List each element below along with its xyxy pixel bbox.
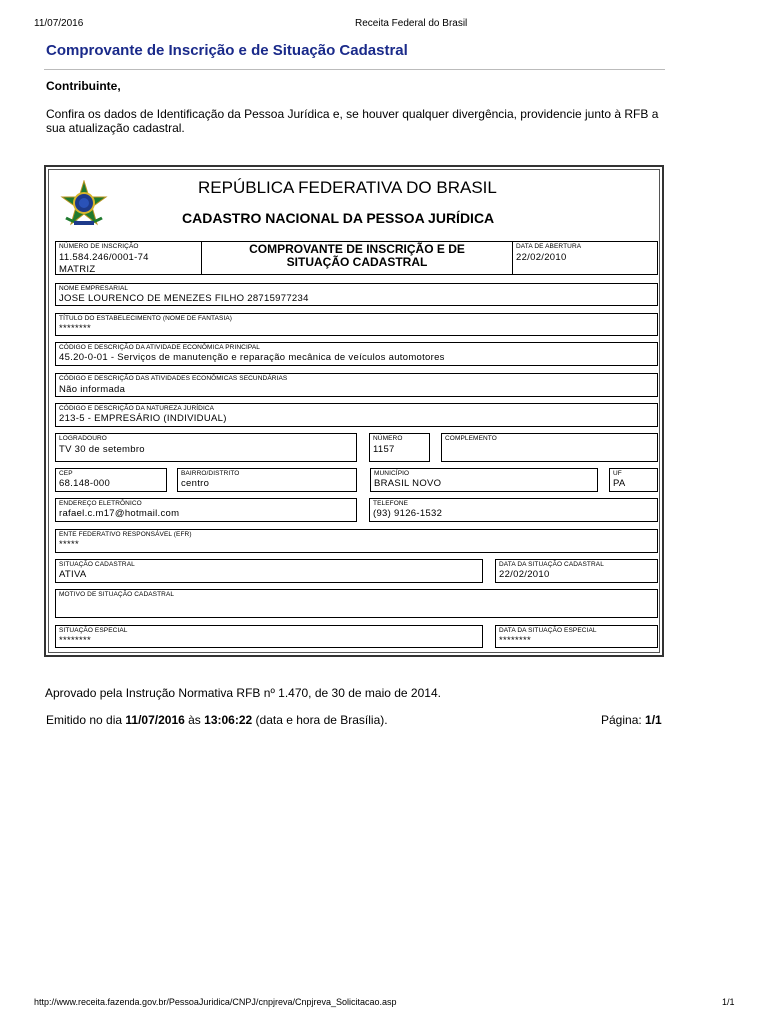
field-value: 22/02/2010 [516, 252, 567, 263]
field-value: 11.584.246/0001-74 [59, 252, 149, 263]
field-efr [55, 529, 658, 553]
print-date: 11/07/2016 [34, 18, 84, 29]
emission-suffix: (data e hora de Brasília). [252, 713, 388, 727]
field-cep [55, 468, 167, 492]
field-label: MOTIVO DE SITUAÇÃO CADASTRAL [59, 591, 175, 598]
field-atividades-secundarias [55, 373, 658, 397]
field-label: TELEFONE [373, 500, 409, 507]
document-title-box [201, 241, 513, 275]
field-label: DATA DA SITUAÇÃO ESPECIAL [499, 627, 597, 634]
field-atividade-principal [55, 342, 658, 366]
field-value: JOSE LOURENCO DE MENEZES FILHO 28715977234 [59, 293, 309, 304]
field-value: BRASIL NOVO [374, 478, 442, 489]
field-value: PA [613, 478, 626, 489]
field-label: CEP [59, 470, 73, 477]
field-value: ATIVA [59, 569, 87, 580]
intro-paragraph: Confira os dados de Identificação da Pessoa Jurídica e, se houver qualquer divergência, providencie junto à RFB a sua atualização cadastral. [46, 107, 659, 135]
approval-note: Aprovado pela Instrução Normativa RFB nº 1.470, de 30 de maio de 2014. [45, 686, 441, 700]
certificate-registry-heading: CADASTRO NACIONAL DA PESSOA JURÍDICA [182, 210, 495, 226]
field-label: SITUAÇÃO CADASTRAL [59, 561, 135, 568]
field-label: COMPLEMENTO [445, 435, 497, 442]
emission-time: 13:06:22 [204, 713, 253, 727]
field-nome-empresarial [55, 283, 658, 306]
field-natureza-juridica [55, 403, 658, 427]
page-value: 1/1 [645, 713, 662, 727]
print-page-title: Receita Federal do Brasil [355, 18, 468, 29]
title-divider [44, 69, 665, 70]
emission-mid: às [184, 713, 205, 727]
field-value: Não informada [59, 384, 126, 395]
certificate-republic-heading: REPÚBLICA FEDERATIVA DO BRASIL [198, 178, 497, 197]
field-value-matriz: MATRIZ [59, 264, 96, 275]
greeting: Contribuinte, [46, 79, 121, 93]
field-label: CÓDIGO E DESCRIÇÃO DA ATIVIDADE ECONÔMICA PRINCIPAL [59, 344, 260, 351]
field-complemento [441, 433, 658, 462]
field-label: DATA DE ABERTURA [516, 243, 582, 250]
field-label: NÚMERO [373, 435, 403, 442]
brazil-coat-of-arms-icon [60, 180, 108, 228]
field-value: ******** [59, 635, 91, 646]
field-telefone [369, 498, 658, 522]
field-label: NÚMERO DE INSCRIÇÃO [59, 243, 139, 250]
field-label: BAIRRO/DISTRITO [181, 470, 240, 477]
emission-date: 11/07/2016 [125, 713, 185, 727]
emission-note [46, 713, 388, 727]
field-label: ENDEREÇO ELETRÔNICO [59, 500, 142, 507]
field-label: CÓDIGO E DESCRIÇÃO DAS ATIVIDADES ECONÔMICAS SECUNDÁRIAS [59, 375, 288, 382]
field-value: ******** [59, 323, 91, 334]
field-data-situacao [495, 559, 658, 583]
field-value: 1157 [373, 444, 395, 455]
field-label: LOGRADOURO [59, 435, 107, 442]
emission-prefix: Emitido no dia [46, 713, 126, 727]
field-value: (93) 9126-1532 [373, 508, 443, 519]
field-value: TV 30 de setembro [59, 444, 145, 455]
field-email [55, 498, 357, 522]
field-municipio [370, 468, 598, 492]
page-number [601, 713, 662, 727]
field-label: ENTE FEDERATIVO RESPONSÁVEL (EFR) [59, 531, 192, 538]
field-label: DATA DA SITUAÇÃO CADASTRAL [499, 561, 604, 568]
field-value: 68.148-000 [59, 478, 111, 489]
document-title-line2: SITUAÇÃO CADASTRAL [286, 255, 428, 269]
field-bairro [177, 468, 357, 492]
field-value: 22/02/2010 [499, 569, 550, 580]
field-value: 213-5 - EMPRESÁRIO (INDIVIDUAL) [59, 413, 227, 424]
field-label: SITUAÇÃO ESPECIAL [59, 627, 128, 634]
field-uf [609, 468, 658, 492]
field-situacao-cadastral [55, 559, 483, 583]
field-value: centro [181, 478, 210, 489]
field-data-abertura [512, 241, 658, 275]
print-page-count: 1/1 [722, 997, 735, 1007]
field-label: TÍTULO DO ESTABELECIMENTO (NOME DE FANTASIA) [59, 315, 233, 322]
page-label: Página: [601, 713, 646, 727]
field-value: rafael.c.m17@hotmail.com [59, 508, 180, 519]
field-motivo [55, 589, 658, 618]
field-data-situacao-especial [495, 625, 658, 648]
field-label: CÓDIGO E DESCRIÇÃO DA NATUREZA JURÍDICA [59, 405, 215, 412]
document-title-line1: COMPROVANTE DE INSCRIÇÃO E DE [249, 242, 465, 256]
field-situacao-especial [55, 625, 483, 648]
field-value: ******** [499, 635, 531, 646]
field-titulo-estabelecimento [55, 313, 658, 336]
field-value: ***** [59, 539, 79, 550]
print-url: http://www.receita.fazenda.gov.br/PessoaJuridica/CNPJ/cnpjreva/Cnpjreva_Solicitacao.asp [34, 997, 397, 1007]
field-logradouro [55, 433, 357, 462]
field-label: NOME EMPRESARIAL [59, 285, 129, 292]
field-label: MUNICÍPIO [374, 470, 410, 477]
page-title: Comprovante de Inscrição e de Situação Cadastral [46, 42, 408, 59]
field-value: 45.20-0-01 - Serviços de manutenção e reparação mecânica de veículos automotores [59, 352, 445, 363]
field-numero-inscricao [55, 241, 202, 275]
field-label: UF [613, 470, 622, 477]
field-numero [369, 433, 430, 462]
